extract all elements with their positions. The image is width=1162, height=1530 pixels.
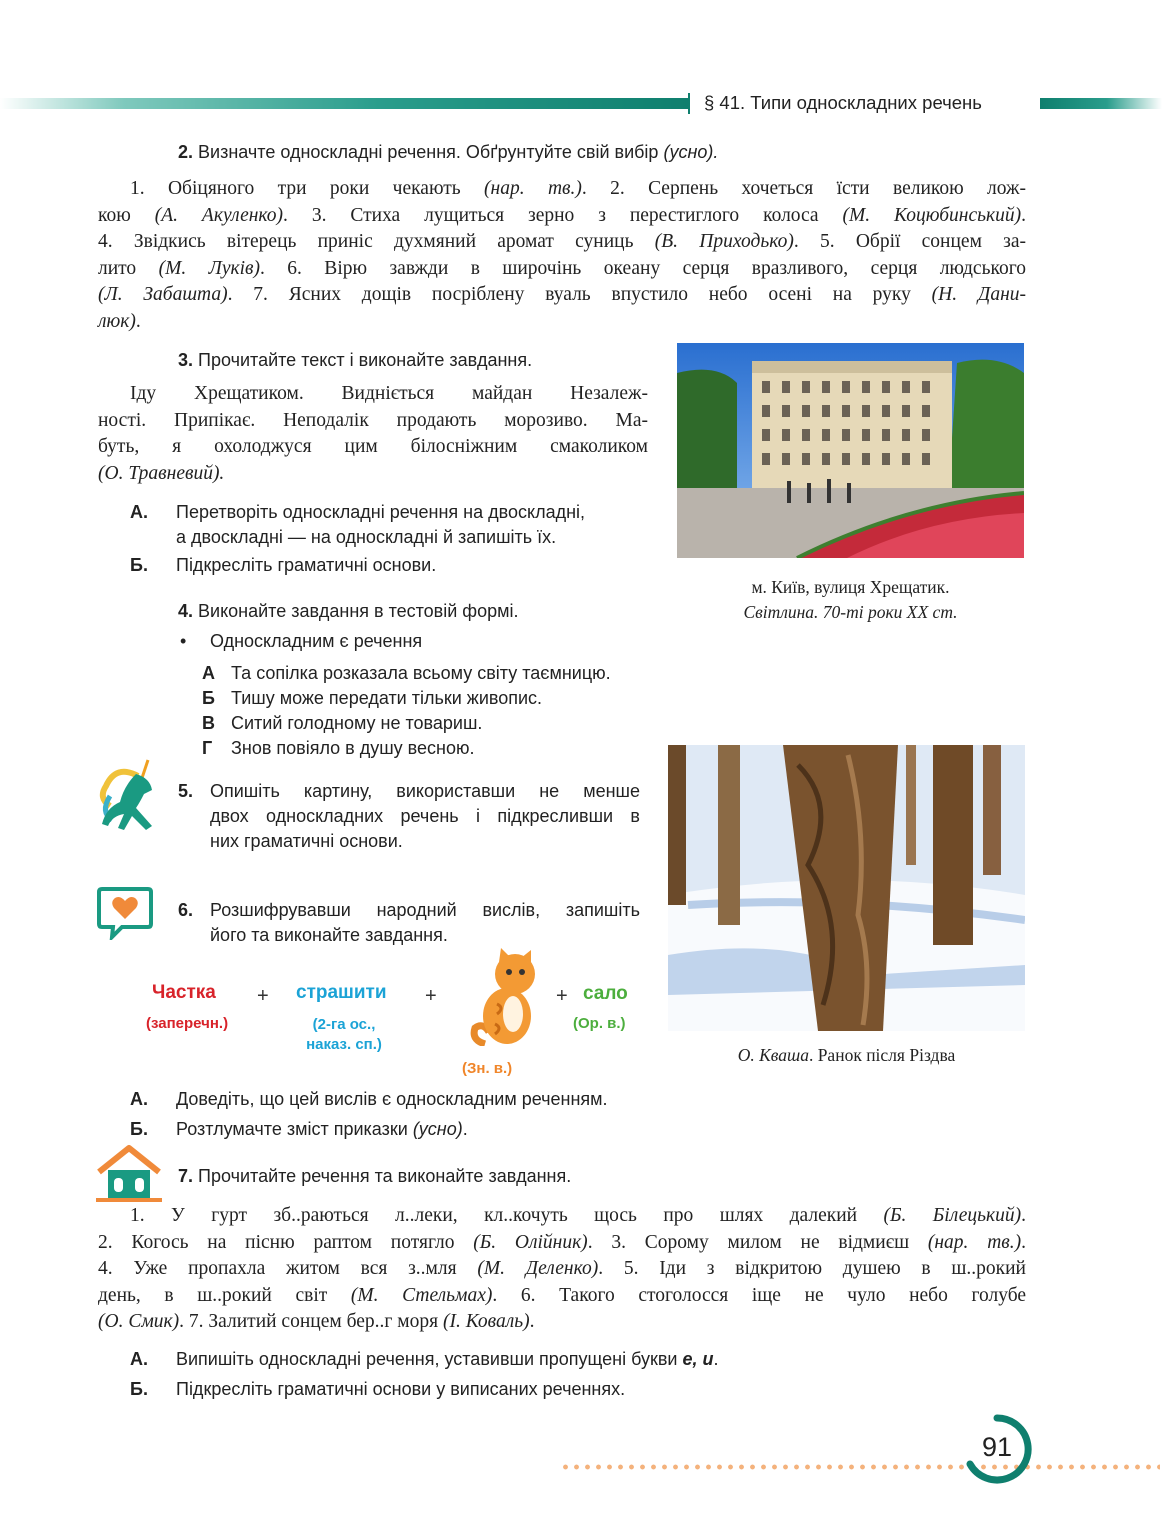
ex6-task-a-label: А. (130, 1089, 148, 1109)
ex2-header (178, 140, 718, 165)
formula-note-particle: (заперечн.) (146, 1015, 229, 1032)
section-title: § 41. Типи односкладних речень (704, 92, 982, 113)
ex7-instruction: Прочитайте речення та виконайте завдання. (198, 1166, 572, 1186)
ex2-line: (Л. Забашта). 7. Ясних дощів посріблену вуаль впустило небо осені на руку (Н. Дани- (98, 284, 1026, 305)
ex7-line: 4. Уже пропахла житом вся з..мля (М. Деленко). 5. Іди з відкритою душею в ш..рокий (98, 1258, 1026, 1279)
ex5-number: 5. (178, 781, 194, 801)
ex4-header (178, 599, 519, 624)
ex4-number: 4. (178, 601, 194, 621)
ex4-option-b: Б Тишу може передати тільки живопис. (202, 688, 543, 708)
ex2-line: люк). (98, 310, 141, 332)
ex4-bullet: • (180, 631, 187, 651)
formula-word-particle: Частка (152, 982, 216, 1003)
ex3-number: 3. (178, 350, 194, 370)
ex7-task-b: Підкресліть граматичні основи у виписаних реченнях. (176, 1379, 626, 1399)
house-icon (96, 1144, 162, 1202)
ex7-number: 7. (178, 1166, 194, 1186)
ex2-text (98, 176, 1026, 335)
ex6-text: 6. Розшифрувавши народний вислів, запишіть його та виконайте завдання. (178, 900, 640, 945)
ex7-header (178, 1164, 571, 1189)
footer-dotted-line (560, 1464, 1160, 1470)
ex3-line: ності. Припікає. Неподалік продають морозиво. Ма- (98, 409, 648, 431)
ex3-text (98, 381, 648, 487)
ex3-author: (О. Травневий). (98, 462, 225, 484)
ex7-line: 2. Когось на пісню раптом потягло (Б. Олійник). 3. Сорому милом не відмиєш (нар. тв.). (98, 1231, 1027, 1253)
ex3-line: Іду Хрещатиком. Видніється майдан Незалеж- (130, 383, 648, 404)
ex2-instruction: Визначте односкладні речення. Обґрунтуйте свій вибір (198, 142, 659, 162)
ex6-task-b-label: Б. (130, 1119, 148, 1139)
ex6-number: 6. (178, 900, 194, 920)
ex4-options (202, 661, 611, 761)
ex4-question: Односкладним є речення (210, 631, 423, 651)
formula-plus: + (556, 985, 568, 1007)
header-decor-bar (0, 98, 688, 109)
ex2-line: кою (А. Акуленко). 3. Стиха лущиться зерно з перестиглого колоса (М. Коцюбинський). (98, 204, 1026, 226)
ex4-option-h: Г Знов повіяло в душу весною. (202, 738, 475, 758)
ex7-task-a: Випишіть односкладні речення, уставивши пропущені букви е, и. (176, 1349, 719, 1369)
header-separator (688, 93, 690, 114)
cat-icon (465, 948, 551, 1046)
ex7-line: 1. У гурт зб..раються л..леки, кл..кочуть щось про шлях далекий (Б. Білецький). (130, 1205, 1026, 1226)
ex7-text (98, 1203, 1026, 1336)
formula-note-lard: (Ор. в.) (573, 1015, 626, 1032)
heart-chat-icon (96, 886, 154, 940)
ex7-line: (О. Смик). 7. Залитий сонцем бер..г моря (І. Коваль). (98, 1311, 535, 1332)
painting-morning-after-christmas (668, 745, 1025, 1031)
formula-word-scare: страшити (296, 982, 387, 1003)
formula-plus: + (257, 985, 269, 1007)
ex7-task-b-label: Б. (130, 1379, 148, 1399)
painting-caption: О. Кваша. Ранок після Різдва (737, 1045, 956, 1065)
ex4-option-v: В Ситий голодному не товариш. (202, 713, 483, 733)
unicorn-icon (96, 756, 172, 842)
ex7-line: день, в ш..рокий світ (М. Стельмах). 6. Такого стоголосся іще не чуло небо голубе (98, 1284, 1027, 1306)
ex7-task-a-label: А. (130, 1349, 148, 1369)
ex3-line: буть, я охолоджуся цим білосніжним смаколиком (98, 436, 648, 457)
ex3-task-b: Підкресліть граматичні основи. (176, 555, 437, 575)
formula-note-cat: (Зн. в.) (462, 1060, 513, 1077)
ex2-line: 4. Звідкись вітерець приніс духмяний аромат суниць (В. Приходько). 5. Обрії сонцем за- (98, 231, 1026, 252)
header-decor-bar-right (1040, 98, 1162, 109)
ex5-text: 5. Опишіть картину, використавши не менше двох односкладних речень і підкресливши в них граматичні основи. (178, 781, 640, 851)
formula-note-scare: (2-га ос., наказ. сп.) (306, 1016, 382, 1053)
ex3-header (178, 348, 532, 373)
khreshchatyk-caption: м. Київ, вулиця Хрещатик. Світлина. 70-ті роки XX ст. (743, 577, 958, 622)
ex3-task-a-label: А. (130, 502, 148, 522)
khreshchatyk-photo (677, 343, 1024, 558)
formula-word-lard: сало (583, 983, 628, 1004)
ex2-instruction-note: (усно). (663, 142, 719, 162)
ex3-instruction: Прочитайте текст і виконайте завдання. (198, 350, 533, 370)
ex6-task-b: Розтлумачте зміст приказки (усно). (176, 1119, 468, 1139)
ex3-task-a: Перетворіть односкладні речення на двоскладні, а двоскладні — на односкладні й запишіть їх. (176, 502, 586, 547)
ex4-instruction: Виконайте завдання в тестовій формі. (198, 601, 519, 621)
page-number: 91 (981, 1432, 1013, 1462)
ex2-line: лито (М. Луків). 6. Вірю завжди в широчінь океану серця вразливого, серця людського (98, 257, 1026, 279)
ex3-task-b-label: Б. (130, 555, 148, 575)
ex4-option-a: А Та сопілка розказала всьому світу таємницю. (202, 663, 611, 683)
ex6-task-a: Доведіть, що цей вислів є односкладним реченням. (176, 1089, 608, 1109)
ex2-number: 2. (178, 142, 194, 162)
ex2-line: 1. Обіцяного три роки чекають (нар. тв.). 2. Серпень хочеться їсти великою лож- (130, 178, 1026, 199)
formula-plus: + (425, 985, 437, 1007)
